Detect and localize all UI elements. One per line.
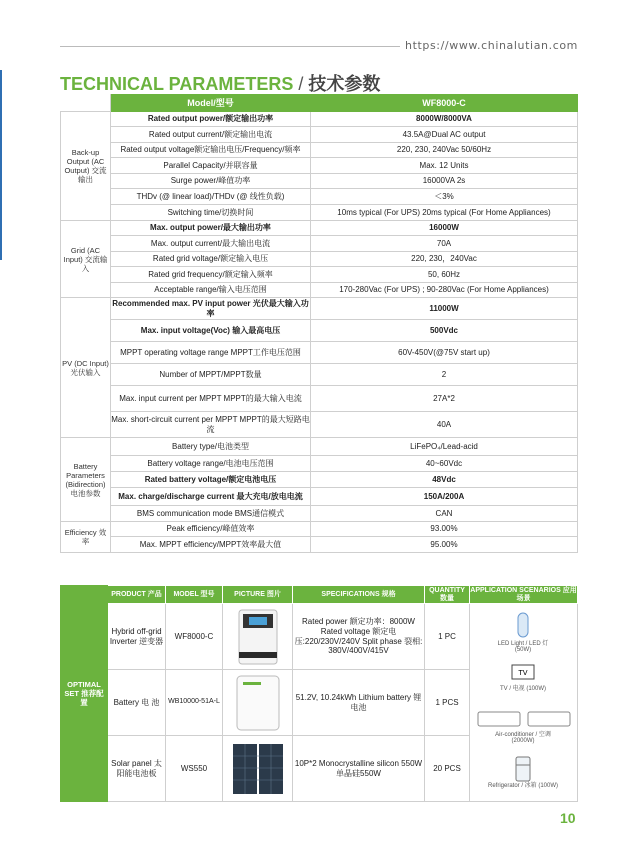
spec-row (61, 189, 578, 205)
scenarios-header: APPLICATION SCENARIOS 应用场景 (470, 587, 577, 602)
spec-row (61, 283, 578, 298)
spec-value: 10ms typical (For UPS) 20ms typical (For Home Appliances) (311, 205, 578, 221)
spec-value: 40~60Vdc (311, 456, 578, 472)
spec-label: Rated output power/额定输出功率 (111, 112, 311, 127)
spec-row (61, 537, 578, 553)
spec-row (61, 298, 578, 320)
product-header: PRODUCT 产品 (108, 586, 166, 604)
spec-label: Acceptable range/输入电压范围 (111, 283, 311, 298)
spec-row (61, 267, 578, 283)
spec-category: Efficiency 效 率 (61, 522, 111, 553)
spec-row (61, 174, 578, 189)
spec-value: 220, 230，240Vac (311, 252, 578, 267)
spec-value: Max. 12 Units (311, 158, 578, 174)
website-url: https://www.chinalutian.com (405, 39, 578, 52)
refrigerator-icon (514, 756, 532, 782)
spec-label: Rated output voltage额定输出电压/Frequency/频率 (111, 143, 311, 158)
fridge-label: Refrigerator / 冰箱 (100W) (487, 782, 559, 789)
picture-header: PICTURE 图片 (223, 586, 293, 604)
spec-cell: 10P*2 Monocrystalline silicon 550W 单晶硅550W (293, 736, 425, 802)
spec-value: 16000VA 2s (311, 174, 578, 189)
quantity-header: QUANTITY 数量 (425, 586, 470, 604)
spec-value: 40A (311, 412, 578, 438)
specifications-header: SPECIFICATIONS 规格 (293, 586, 425, 604)
ac-label: Air-conditioner / 空调 (2000W) (495, 731, 551, 745)
spec-row (61, 472, 578, 488)
spec-label: THDv (@ linear load)/THDv (@ 线性负载) (111, 189, 311, 205)
spec-label: Max. MPPT efficiency/MPPT效率最大值 (111, 537, 311, 553)
technical-parameters-table (60, 94, 578, 553)
tv-icon (511, 664, 535, 682)
optimal-set-table (60, 585, 578, 802)
spec-label: Surge power/峰值功率 (111, 174, 311, 189)
scenarios-cell (470, 604, 578, 802)
spec-value: 50, 60Hz (311, 267, 578, 283)
spec-row (61, 456, 578, 472)
model-header: Model/型号 (111, 95, 311, 112)
spec-label: Battery voltage range/电池电压范围 (111, 456, 311, 472)
spec-cell: Rated power 额定功率：8000W Rated voltage 额定电压:220/230V/240V Split phase 裂相: 380V/400V/415V (293, 604, 425, 670)
product-cell: Battery 电 池 (108, 670, 166, 736)
spec-value: 48Vdc (311, 472, 578, 488)
spec-value: 60V-450V(@75V start up) (311, 342, 578, 364)
spec-value: 70A (311, 236, 578, 252)
spec-value: 43.5A@Dual AC output (311, 127, 578, 143)
model-cell: WF8000-C (166, 604, 223, 670)
spec-row (61, 236, 578, 252)
quantity-cell: 20 PCS (425, 736, 470, 802)
category-header-blank (61, 95, 111, 112)
spec-row (61, 342, 578, 364)
spec-label: Rated battery voltage/额定电池电压 (111, 472, 311, 488)
led-light-icon (514, 611, 532, 639)
model-value-header: WF8000-C (311, 95, 578, 112)
product-cell: Solar panel 太阳能电池板 (108, 736, 166, 802)
spec-category: Battery Parameters (Bidirection) 电池参数 (61, 438, 111, 522)
spec-category: Grid (AC Input) 交流输入 (61, 221, 111, 298)
spec-label: Max. input voltage(Voc) 输入最高电压 (111, 320, 311, 342)
spec-row (61, 412, 578, 438)
spec-label: Max. output current/最大输出电流 (111, 236, 311, 252)
svg-text:TV: TV (518, 668, 528, 677)
spec-label: Max. input current per MPPT MPPT的最大输入电流 (111, 386, 311, 412)
quantity-cell: 1 PC (425, 604, 470, 670)
spec-row (61, 252, 578, 267)
spec-row (61, 221, 578, 236)
product-cell: Hybrid off-grid Inverter 逆变器 (108, 604, 166, 670)
spec-category: PV (DC Input) 光伏输入 (61, 298, 111, 438)
title-english: TECHNICAL PARAMETERS (60, 74, 294, 94)
picture-cell (223, 670, 293, 736)
spec-label: Recommended max. PV input power 光伏最大输入功率 (112, 298, 309, 318)
spec-value: 170-280Vac (For UPS) ; 90-280Vac (For Home Appliances) (311, 283, 578, 298)
spec-label: Max. short-circuit current per MPPT MPPT的最大短路电流 (111, 412, 311, 438)
spec-row (61, 506, 578, 522)
led-label: LED Light / LED 灯 (50W) (497, 640, 549, 654)
spec-value: 150A/200A (311, 488, 578, 506)
header-divider (60, 46, 400, 47)
title-chinese: 技术参数 (308, 74, 381, 94)
spec-label: Battery type/电池类型 (111, 438, 311, 456)
spec-label: Rated grid frequency/额定输入频率 (111, 267, 311, 283)
spec-value: CAN (311, 506, 578, 522)
spec-value: 27A*2 (311, 386, 578, 412)
solar-panel-icon (231, 742, 285, 796)
page-number: 10 (560, 810, 576, 826)
page-title (60, 70, 380, 96)
battery-icon (231, 674, 285, 732)
spec-value: 8000W/8000VA (311, 112, 578, 127)
spec-row (61, 127, 578, 143)
spec-label: MPPT operating voltage range MPPT工作电压范围 (111, 342, 311, 364)
tv-label: TV / 电视 (100W) (499, 685, 546, 692)
spec-label: Max. output power/最大输出功率 (111, 221, 311, 236)
spec-row (61, 488, 578, 506)
spec-cell: 51.2V, 10.24kWh Lithium battery 锂电池 (293, 670, 425, 736)
spec-category: Back-up Output (AC Output) 交流输出 (61, 112, 111, 221)
spec-row (61, 205, 578, 221)
picture-cell (223, 736, 293, 802)
spec-label: Switching time/切换时间 (111, 205, 311, 221)
model-col-header: MODEL 型号 (166, 586, 223, 604)
spec-value: 11000W (311, 298, 578, 320)
spec-row (61, 386, 578, 412)
spec-row (61, 112, 578, 127)
spec-value: 16000W (311, 221, 578, 236)
spec-label: Rated output current/额定输出电流 (111, 127, 311, 143)
title-separator: / (298, 74, 304, 94)
spec-value: LiFePO₄/Lead-acid (311, 438, 578, 456)
spec-row (61, 320, 578, 342)
quantity-cell: 1 PCS (425, 670, 470, 736)
spec-label: Rated grid voltage/额定输入电压 (111, 252, 311, 267)
spec-value: 2 (311, 364, 578, 386)
spec-value: 95.00% (311, 537, 578, 553)
spec-value: 220, 230, 240Vac 50/60Hz (311, 143, 578, 158)
spec-label: Max. charge/discharge current 最大充电/放电电流 (111, 488, 311, 506)
spec-value: ＜3% (311, 189, 578, 205)
spec-label: BMS communication mode BMS通信模式 (111, 506, 311, 522)
spec-label: Number of MPPT/MPPT数量 (111, 364, 311, 386)
spec-label: Peak efficiency/峰值效率 (111, 522, 311, 537)
spec-value: 500Vdc (311, 320, 578, 342)
spec-row (61, 522, 578, 537)
inverter-icon (233, 608, 283, 666)
picture-cell (223, 604, 293, 670)
model-cell: WS550 (166, 736, 223, 802)
spec-row (61, 364, 578, 386)
spec-value: 93.00% (311, 522, 578, 537)
spec-row (61, 143, 578, 158)
edge-marker (0, 70, 2, 260)
spec-row (61, 158, 578, 174)
spec-label: Parallel Capacity/并联容量 (111, 158, 311, 174)
optimal-set-label: OPTIMAL SET 推荐配置 (61, 586, 108, 802)
model-cell: WB10000-51A-L (166, 670, 223, 736)
spec-row (61, 438, 578, 456)
air-conditioner-icon (476, 710, 572, 730)
